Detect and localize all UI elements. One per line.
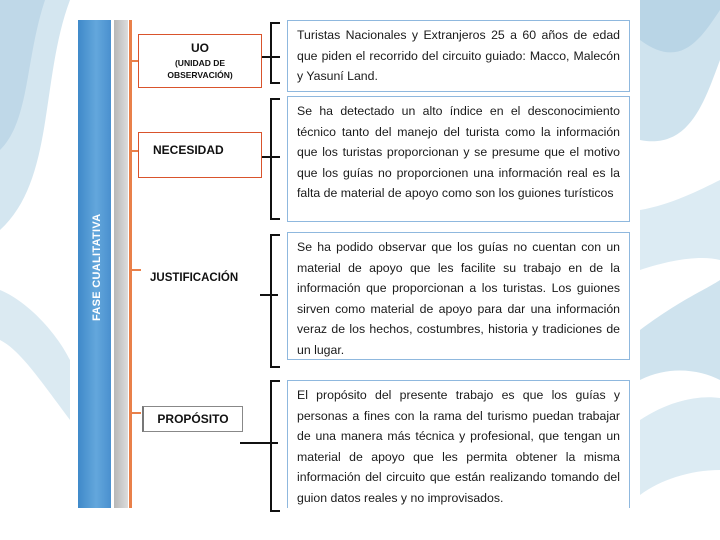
bracket-uo (270, 22, 280, 84)
label-uo-title: UO (191, 41, 209, 55)
content-text-uo: Turistas Nacionales y Extranjeros 25 a 60 años de edad que piden el recorrido del circuito guiado: Macco, Malecón y Yasuní Land. (297, 28, 620, 83)
content-box-uo (287, 20, 630, 92)
content-box-necesidad (287, 96, 630, 222)
vertical-connector-line (129, 20, 132, 508)
content-text-necesidad: Se ha detectado un alto índice en el desconocimiento técnico tanto del manejo del turista como la información que los turistas proporcionan y se presume que el motivo que los guías no proporcionen una información real es la falta de material de apoyo como son los guiones turísticos (297, 104, 620, 200)
connector-justificacion (131, 269, 141, 271)
label-necesidad-title: NECESIDAD (153, 143, 224, 157)
content-text-proposito: El propósito del presente trabajo es que los guías y personas a fines con la rama del turismo puedan trabajar de una manera más técnica y profesional, que tengan un material de apoyo que les permita obtener la misma información del circuito que están realizando tomando del guion datos reales y no improvisados. (297, 388, 620, 505)
phase-label: FASE CUALITATIVA (91, 213, 103, 321)
label-box-necesidad (138, 132, 262, 178)
phase-side-bar (78, 20, 111, 508)
content-text-justificacion: Se ha podido observar que los guías no cuentan con un material de apoyo que les facilite su trabajo en de la información que proporcionan a los turistas. Los guiones sirven como material de apoyo para dar una información veraz de los hechos, costumbres, historia y tradiciones de un lugar. (297, 240, 620, 357)
content-box-proposito (287, 380, 630, 508)
label-box-proposito (142, 406, 243, 432)
bracket-necesidad (270, 98, 280, 220)
label-box-uo (138, 34, 262, 88)
label-proposito-title: PROPÓSITO (157, 412, 229, 426)
label-justificacion-title: JUSTIFICACIÓN (150, 272, 239, 284)
label-uo-subtitle: (UNIDAD DE OBSERVACIÓN) (167, 58, 233, 80)
diagram-slide (76, 20, 630, 508)
content-box-justificacion (287, 232, 630, 360)
bracket-proposito (270, 380, 280, 512)
connector-proposito (131, 412, 141, 414)
gray-strip (114, 20, 128, 508)
bracket-justificacion (270, 234, 280, 368)
